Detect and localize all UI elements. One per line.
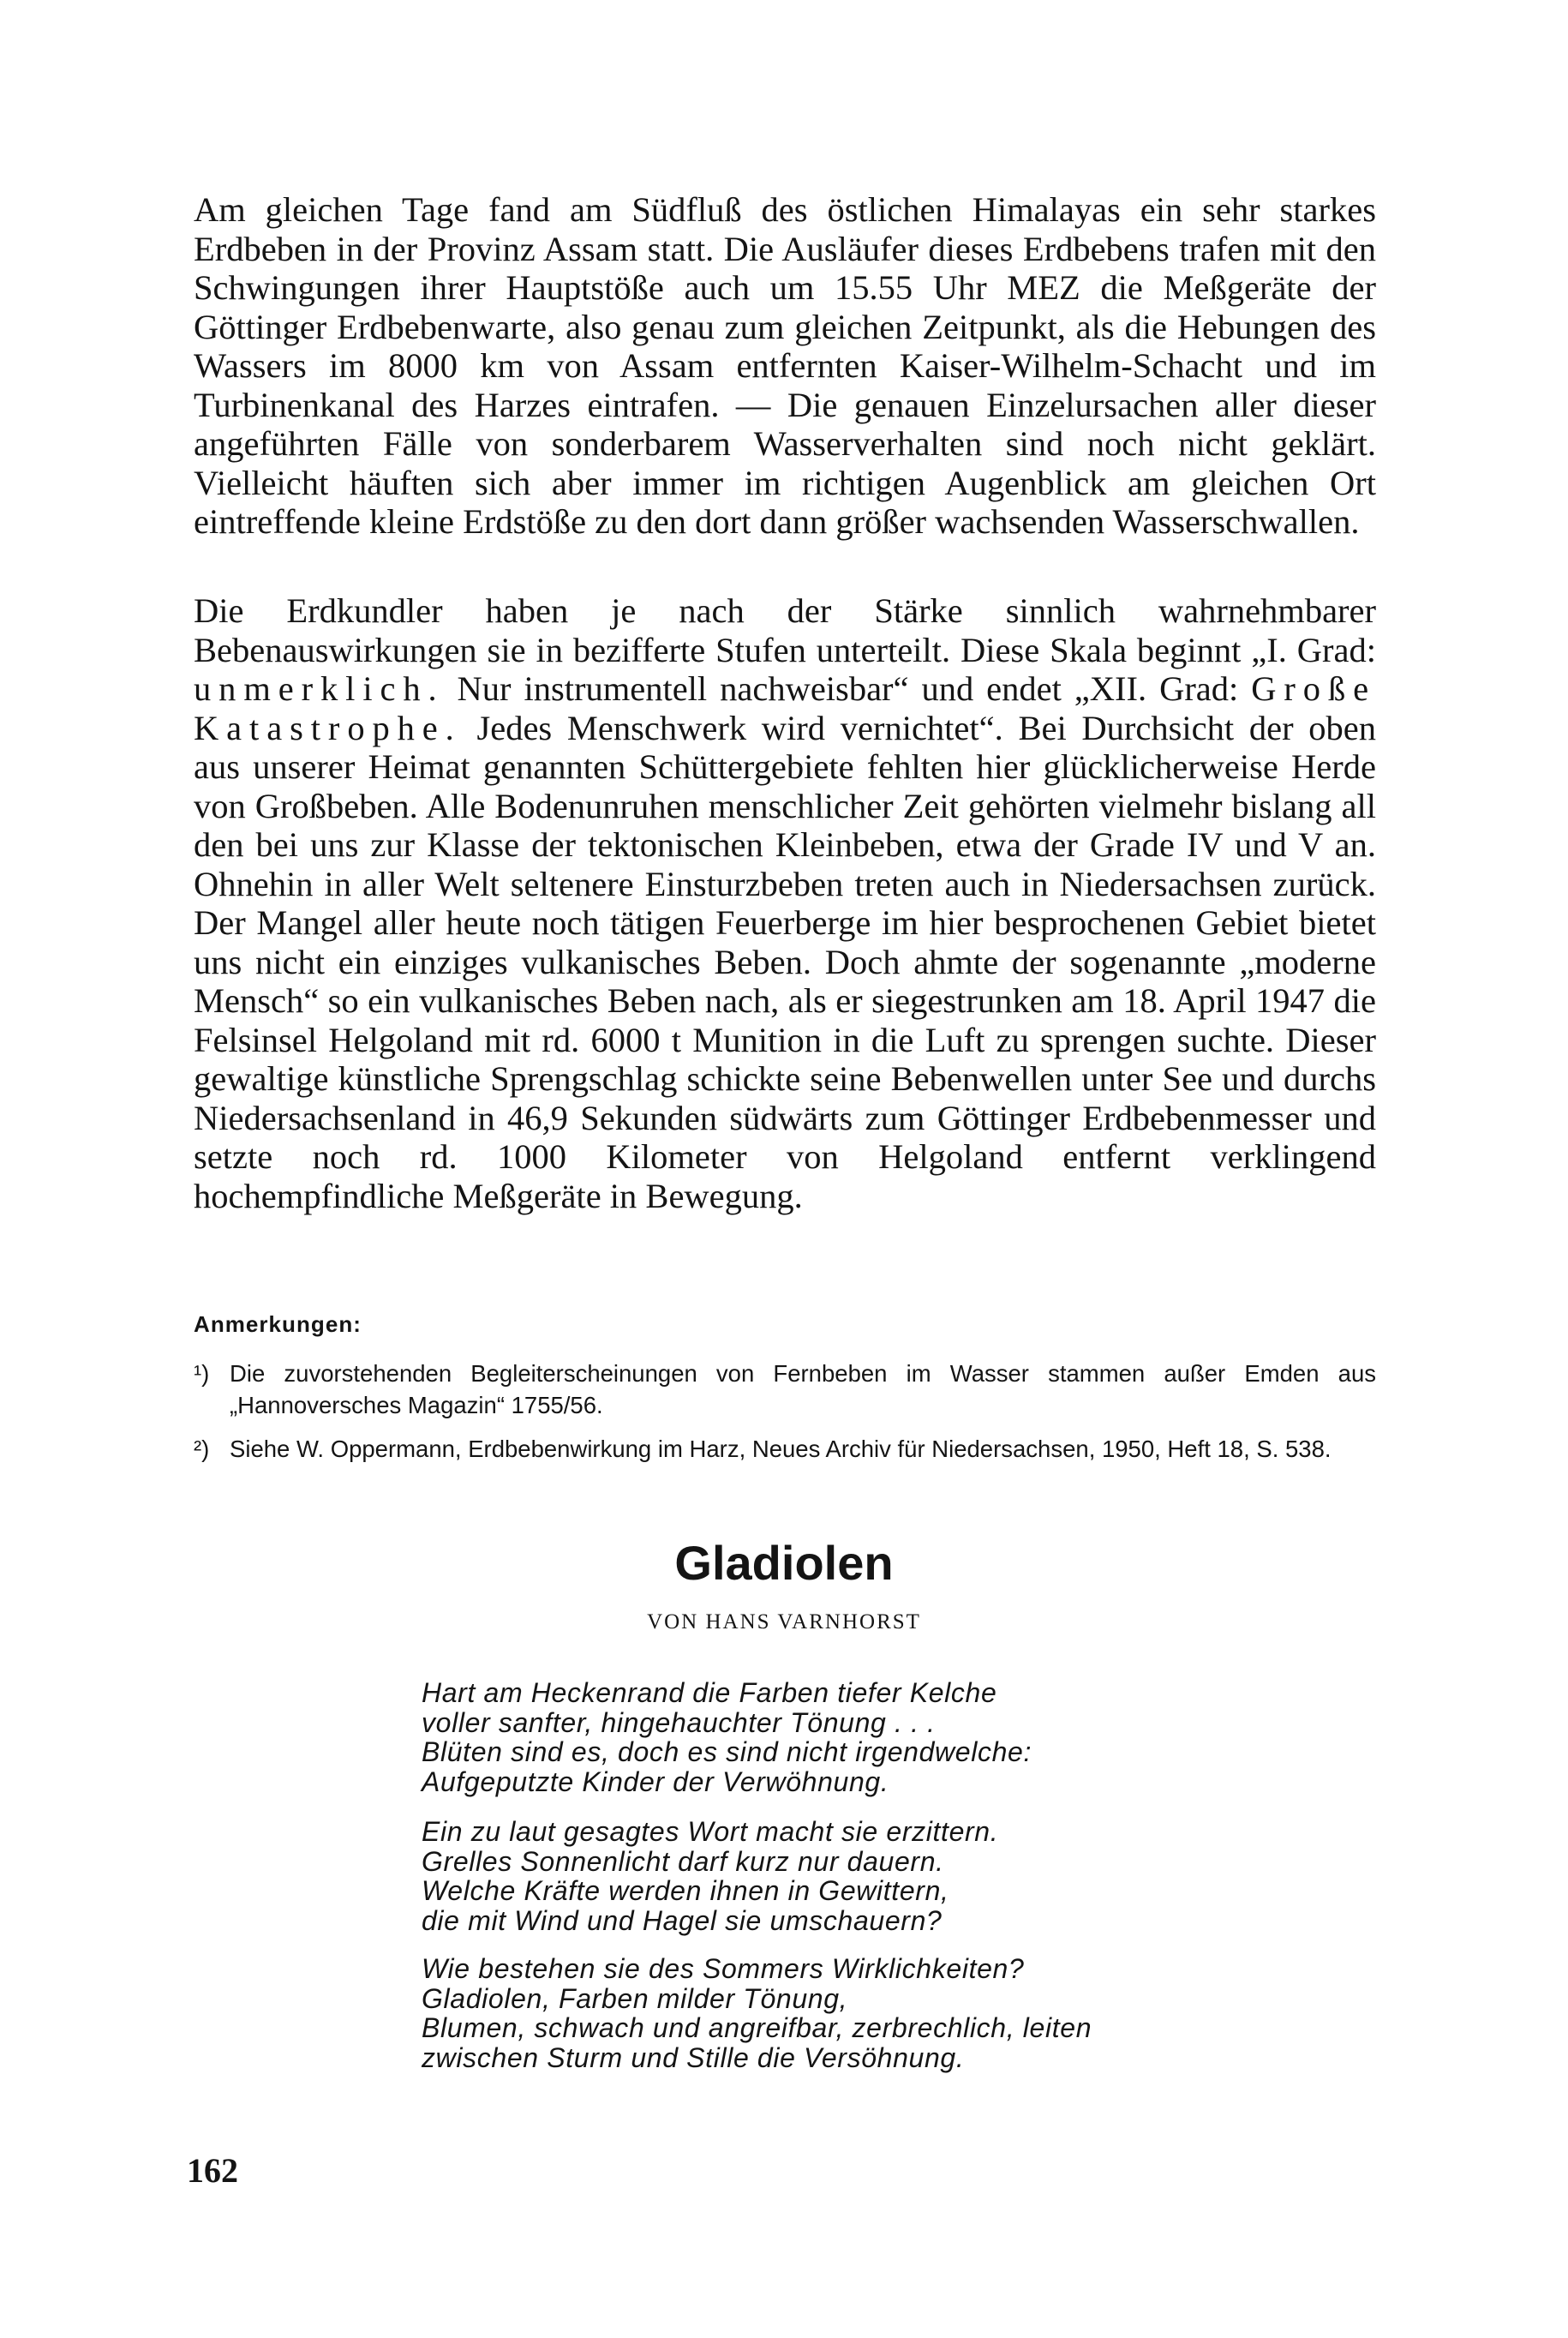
body-paragraph-2 xyxy=(194,591,1376,1215)
poem-line: Wie bestehen sie des Sommers Wirklichkeiten? xyxy=(422,1953,1025,1984)
poem-line: Grelles Sonnenlicht darf kurz nur dauern. xyxy=(422,1845,944,1877)
poem-stanza-2 xyxy=(422,1817,1364,1935)
footnote-2-marker: ²) xyxy=(194,1436,210,1462)
poem-line: Welche Kräfte werden ihnen in Gewittern, xyxy=(422,1875,949,1906)
paragraph-2-text-2: Nur instrumentell nachweisbar“ und endet „XII. Grad: xyxy=(457,669,1239,708)
spaced-term-unmerklich: unmerklich. xyxy=(194,669,445,708)
body-paragraph-1: Am gleichen Tage fand am Südfluß des östlichen Himalayas ein sehr starkes Erdbeben in der Provinz Assam statt. Die Ausläufer dieses Erdbebens trafen mit den Schwingungen ihrer Hauptstöße auch um 15.55 Uhr MEZ die Meßgeräte der Göttinger Erdbebenwarte, also genau zum gleichen Zeitpunkt, als die Hebungen des Wassers im 8000 km von Assam entfernten Kaiser-Wilhelm-Schacht und im Turbinenkanal des Harzes eintrafen. — Die genauen Einzelursachen aller dieser angeführten Fälle von sonderbarem Wasserverhalten sind noch nicht geklärt. Vielleicht häuften sich aber immer im richtigen Augenblick am gleichen Ort eintreffende kleine Erdstöße zu den dort dann größer wachsenden Wasserschwallen. xyxy=(194,190,1376,541)
poem-line: Blüten sind es, doch es sind nicht irgendwelche: xyxy=(422,1736,1032,1767)
page-number: 162 xyxy=(187,2151,238,2190)
poem-line: zwischen Sturm und Stille die Versöhnung. xyxy=(422,2041,965,2073)
poem-line: Aufgeputzte Kinder der Verwöhnung. xyxy=(422,1765,889,1797)
footnote-2 xyxy=(194,1433,1376,1465)
paragraph-2-text-1: Die Erdkundler haben je nach der Stärke sinnlich wahrnehmbarer Bebenauswirkungen sie in bezifferte Stufen unterteilt. Diese Skala beginnt „I. Grad: xyxy=(194,591,1376,669)
poem-stanza-1 xyxy=(422,1678,1364,1796)
poem-line: die mit Wind und Hagel sie umschauern? xyxy=(422,1904,943,1936)
footnote-1 xyxy=(194,1358,1376,1421)
poem-line: Ein zu laut gesagtes Wort macht sie erzittern. xyxy=(422,1816,999,1847)
footnote-2-text: Siehe W. Oppermann, Erdbebenwirkung im Harz, Neues Archiv für Niedersachsen, 1950, Heft 18, S. 538. xyxy=(230,1436,1332,1462)
footnote-1-text: Die zuvorstehenden Begleiterscheinungen von Fernbeben im Wasser stammen außer Emden aus „Hannoversches Magazin“ 1755/56. xyxy=(230,1360,1376,1418)
poem-author: VON HANS VARNHORST xyxy=(647,1610,921,1634)
poem-title: Gladiolen xyxy=(674,1536,894,1590)
paragraph-2-text-3: Jedes Menschwerk wird vernichtet“. Bei Durchsicht der oben aus unserer Heimat genannten Schüttergebiete fehlten hier glücklicherweise Herde von Großbeben. Alle Bodenunruhen menschlicher Zeit gehörten vielmehr bislang all den bei uns zur Klasse der tektonischen Kleinbeben, etwa der Grade IV und V an. Ohnehin in aller Welt seltenere Einsturzbeben treten auch in Niedersachsen zurück. Der Mangel aller heute noch tätigen Feuerberge im hier besprochenen Gebiet bietet uns nicht ein einziges vulkanisches Beben. Doch ahmte der sogenannte „moderne Mensch“ so ein vulkanisches Beben nach, als er siegestrunken am 18. April 1947 die Felsinsel Helgoland mit rd. 6000 t Munition in die Luft zu sprengen suchte. Dieser gewaltige künstliche Sprengschlag schickte seine Bebenwellen unter See und durchs Niedersachsenland in 46,9 Sekunden südwärts zum Göttinger Erdbebenmesser und setzte noch rd. 1000 Kilometer von Helgoland entfernt verklingend hochempfindliche Meßgeräte in Bewegung. xyxy=(194,708,1376,1215)
poem-stanza-3 xyxy=(422,1954,1364,2072)
notes-heading: Anmerkungen: xyxy=(194,1311,362,1337)
spaced-term-grosse-katastrophe: Große Katastrophe. xyxy=(194,669,1377,747)
footnote-1-marker: ¹) xyxy=(194,1360,210,1387)
poem-line: voller sanfter, hingehauchter Tönung . . . xyxy=(422,1706,936,1738)
poem-line: Gladiolen, Farben milder Tönung, xyxy=(422,1982,848,2014)
poem-line: Blumen, schwach und angreifbar, zerbrechlich, leiten xyxy=(422,2012,1092,2043)
poem-line: Hart am Heckenrand die Farben tiefer Kelche xyxy=(422,1677,997,1708)
